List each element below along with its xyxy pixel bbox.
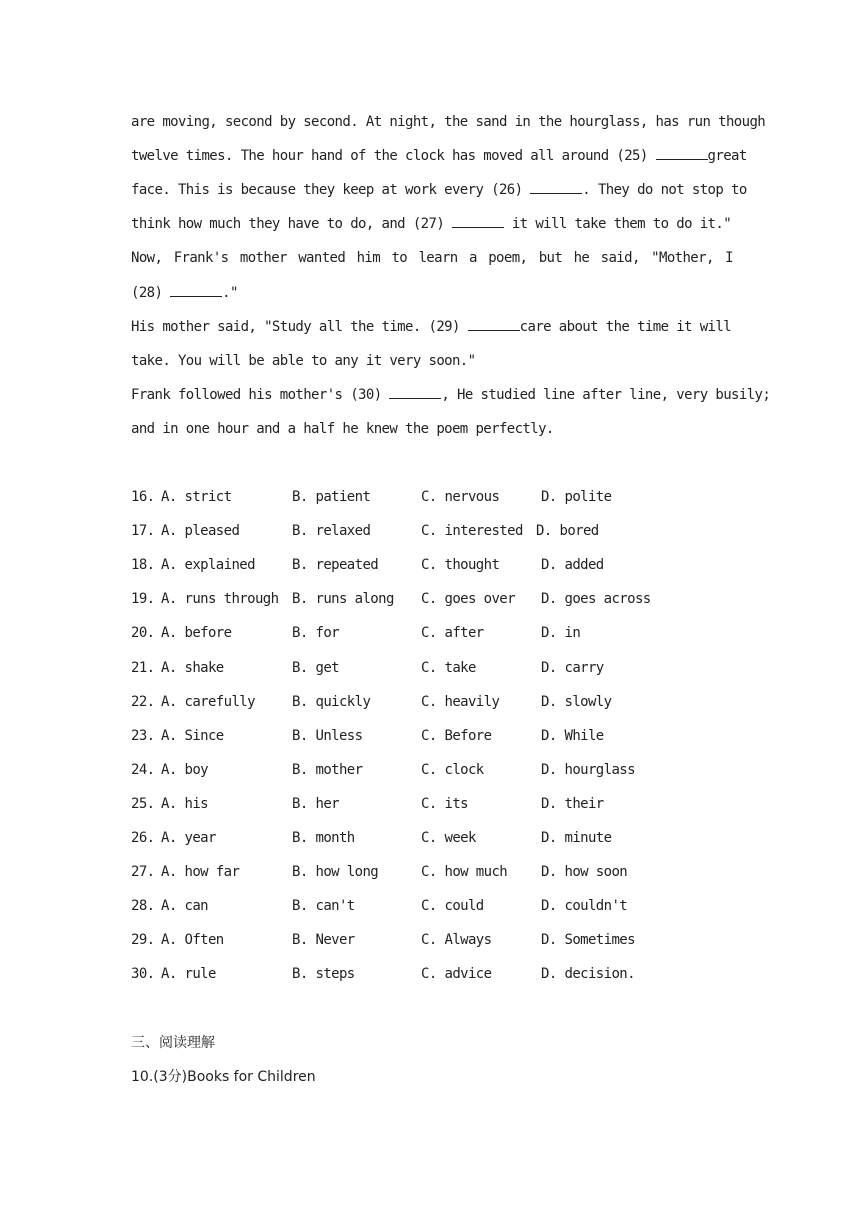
option-b[interactable]: B. Unless <box>292 727 363 744</box>
passage-text: . They do not stop to <box>582 182 747 198</box>
option-c[interactable]: C. goes over <box>421 591 515 608</box>
option-b[interactable]: B. runs along <box>292 591 394 608</box>
question-row <box>131 931 751 949</box>
answer-blank[interactable] <box>656 147 708 160</box>
passage-line <box>131 147 747 165</box>
option-d[interactable]: D. in <box>541 625 581 642</box>
option-c[interactable]: C. clock <box>421 761 484 778</box>
option-c[interactable]: C. take <box>421 659 476 676</box>
question-row <box>131 522 751 540</box>
option-b[interactable]: B. how long <box>292 864 379 881</box>
option-a[interactable]: A. boy <box>161 761 208 778</box>
question-number: 20. <box>131 625 155 642</box>
option-c[interactable]: C. advice <box>421 966 492 983</box>
passage-text: care about the time it will <box>519 319 732 335</box>
passage-text: think how much they have to do, and (27) <box>131 216 445 232</box>
question-row <box>131 897 751 915</box>
question-row <box>131 488 751 506</box>
question-item-title: 10.(3分)Books for Children <box>131 1069 316 1085</box>
option-c[interactable]: C. after <box>421 625 484 642</box>
question-row <box>131 556 751 574</box>
option-b[interactable]: B. can't <box>292 898 355 915</box>
passage-text: face. This is because they keep at work every (26) <box>131 182 523 198</box>
option-d[interactable]: D. carry <box>541 659 604 676</box>
option-b[interactable]: B. her <box>292 795 339 812</box>
option-d[interactable]: D. Sometimes <box>541 932 635 949</box>
option-d[interactable]: D. polite <box>541 489 612 505</box>
option-a[interactable]: A. strict <box>161 489 232 505</box>
option-a[interactable]: A. year <box>161 830 216 846</box>
option-c[interactable]: C. its <box>421 795 468 812</box>
option-d[interactable]: D. their <box>541 795 604 812</box>
question-row <box>131 965 751 983</box>
passage-line: and in one hour and a half he knew the poem perfectly. <box>131 421 554 437</box>
option-c[interactable]: C. Before <box>421 727 492 744</box>
answer-blank[interactable] <box>452 215 504 228</box>
question-number: 29. <box>131 932 155 949</box>
answer-blank[interactable] <box>389 386 441 399</box>
passage-line <box>131 386 771 404</box>
option-d[interactable]: D. goes across <box>541 591 651 608</box>
question-row <box>131 829 751 847</box>
option-a[interactable]: A. his <box>161 795 208 812</box>
question-row <box>131 590 751 608</box>
option-c[interactable]: C. thought <box>421 557 500 574</box>
option-c[interactable]: C. how much <box>421 864 508 881</box>
option-c[interactable]: C. nervous <box>421 489 500 505</box>
passage-text: ." <box>222 285 238 301</box>
option-a[interactable]: A. can <box>161 898 208 915</box>
passage-text: twelve times. The hour hand of the clock has moved all around (25) <box>131 148 648 164</box>
option-b[interactable]: B. for <box>292 625 339 642</box>
option-a[interactable]: A. how far <box>161 864 240 881</box>
question-number: 21. <box>131 659 155 676</box>
option-c[interactable]: C. interested <box>421 523 523 540</box>
option-a[interactable]: A. before <box>161 625 232 642</box>
option-a[interactable]: A. explained <box>161 557 255 574</box>
option-b[interactable]: B. quickly <box>292 693 371 710</box>
option-c[interactable]: C. could <box>421 898 484 915</box>
question-number: 18. <box>131 557 155 574</box>
passage-text: it will take them to do it." <box>511 216 732 232</box>
question-number: 19. <box>131 591 155 608</box>
question-number: 24. <box>131 761 155 778</box>
answer-blank[interactable] <box>530 181 582 194</box>
passage-line <box>131 318 733 336</box>
question-row <box>131 761 751 779</box>
question-row <box>131 795 751 813</box>
option-c[interactable]: C. heavily <box>421 693 500 710</box>
option-b[interactable]: B. month <box>292 830 355 846</box>
option-c[interactable]: C. Always <box>421 932 492 949</box>
passage-text: His mother said, "Study all the time. (29) <box>131 319 460 335</box>
option-b[interactable]: B. get <box>292 659 339 676</box>
option-d[interactable]: D. hourglass <box>541 761 635 778</box>
option-d[interactable]: D. bored <box>536 523 599 540</box>
option-a[interactable]: A. rule <box>161 966 216 983</box>
option-c[interactable]: C. week <box>421 830 476 846</box>
option-b[interactable]: B. mother <box>292 761 363 778</box>
passage-line: take. You will be able to any it very soon." <box>131 353 476 369</box>
question-number: 25. <box>131 795 155 812</box>
question-row <box>131 624 751 642</box>
option-a[interactable]: A. pleased <box>161 523 240 540</box>
answer-blank[interactable] <box>170 284 222 297</box>
option-b[interactable]: B. steps <box>292 966 355 983</box>
answer-blank[interactable] <box>468 318 520 331</box>
option-a[interactable]: A. Since <box>161 727 224 744</box>
question-row <box>131 693 751 711</box>
option-d[interactable]: D. couldn't <box>541 898 628 915</box>
option-b[interactable]: B. repeated <box>292 557 379 574</box>
option-b[interactable]: B. Never <box>292 932 355 949</box>
option-d[interactable]: D. minute <box>541 830 612 846</box>
passage-line <box>131 215 733 233</box>
option-a[interactable]: A. carefully <box>161 693 255 710</box>
option-d[interactable]: D. decision. <box>541 966 635 983</box>
question-number: 23. <box>131 727 155 744</box>
question-row <box>131 863 751 881</box>
question-row <box>131 659 751 677</box>
question-number: 22. <box>131 693 155 710</box>
passage-line <box>131 284 733 302</box>
section-heading: 三、阅读理解 <box>131 1035 215 1051</box>
passage-line <box>131 181 747 199</box>
passage-text: (28) <box>131 285 163 301</box>
option-b[interactable]: B. relaxed <box>292 523 371 540</box>
question-number: 28. <box>131 898 155 915</box>
option-d[interactable]: D. added <box>541 557 604 574</box>
passage-line: Now, Frank's mother wanted him to learn a poem, but he said, "Mother, I <box>131 250 733 266</box>
option-a[interactable]: A. runs through <box>161 591 279 608</box>
passage-line: are moving, second by second. At night, the sand in the hourglass, has run though <box>131 114 766 130</box>
option-d[interactable]: D. how soon <box>541 864 628 881</box>
question-number: 16. <box>131 489 155 505</box>
option-d[interactable]: D. slowly <box>541 693 612 710</box>
option-a[interactable]: A. Often <box>161 932 224 949</box>
question-number: 17. <box>131 523 155 540</box>
question-number: 30. <box>131 966 155 983</box>
passage-text: Frank followed his mother's (30) <box>131 387 382 403</box>
passage-text: great <box>707 148 747 164</box>
option-a[interactable]: A. shake <box>161 659 224 676</box>
question-row <box>131 727 751 745</box>
option-b[interactable]: B. patient <box>292 489 371 505</box>
question-number: 26. <box>131 830 155 846</box>
option-d[interactable]: D. While <box>541 727 604 744</box>
question-number: 27. <box>131 864 155 881</box>
passage-text: , He studied line after line, very busily; <box>441 387 771 403</box>
